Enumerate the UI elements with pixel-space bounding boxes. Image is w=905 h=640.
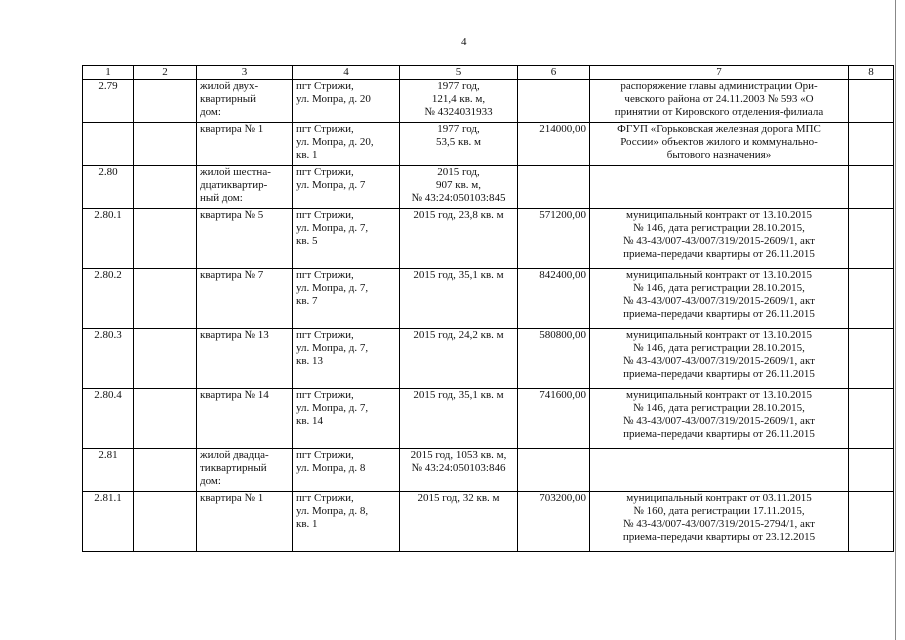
- table-row: [83, 389, 894, 449]
- ownership-basis-line: принятии от Кировского отделения-филиала: [614, 106, 824, 118]
- object-details: [400, 329, 518, 389]
- object-name-line: дцатиквартир-: [200, 179, 268, 191]
- object-name: [197, 492, 293, 552]
- object-address: [293, 492, 400, 552]
- ownership-basis-line: приема-передачи квартиры от 23.12.2015: [622, 531, 816, 543]
- table-row: [83, 492, 894, 552]
- ownership-basis-line: № 43-43/007-43/007/319/2015-2609/1, акт: [623, 355, 815, 367]
- ownership-basis-line: № 43-43/007-43/007/319/2015-2794/1, акт: [623, 518, 815, 530]
- row-number: 2.80.2: [83, 269, 134, 329]
- column-2-cell: [134, 80, 197, 123]
- ownership-basis-line: муниципальный контракт от 13.10.2015: [626, 329, 812, 341]
- table-row: [83, 166, 894, 209]
- object-address: [293, 123, 400, 166]
- object-name: [197, 329, 293, 389]
- object-value: 703200,00: [518, 492, 590, 552]
- header-row: [83, 66, 894, 80]
- object-address-line: пгт Стрижи,: [296, 80, 354, 92]
- object-address-line: ул. Мопра, д. 7,: [296, 342, 369, 354]
- object-name-line: квартира № 7: [200, 269, 264, 281]
- object-details: [400, 209, 518, 269]
- row-number: [83, 123, 134, 166]
- ownership-basis-line: № 43-43/007-43/007/319/2015-2609/1, акт: [623, 415, 815, 427]
- object-details-line: № 43:24:050103:846: [411, 462, 506, 474]
- object-address-line: ул. Мопра, д. 7,: [296, 402, 369, 414]
- object-value: 214000,00: [518, 123, 590, 166]
- header-cell: 1: [83, 66, 134, 80]
- object-details-line: 1977 год,: [437, 123, 480, 135]
- object-name: [197, 166, 293, 209]
- header-cell: 8: [849, 66, 894, 80]
- ownership-basis-line: № 43-43/007-43/007/319/2015-2609/1, акт: [623, 235, 815, 247]
- ownership-basis-line: муниципальный контракт от 13.10.2015: [626, 269, 812, 281]
- object-value: 580800,00: [518, 329, 590, 389]
- row-number: 2.80.4: [83, 389, 134, 449]
- object-details-line: 121,4 кв. м,: [431, 93, 486, 105]
- object-name-line: квартира № 1: [200, 492, 264, 504]
- table-row: [83, 209, 894, 269]
- object-address-line: ул. Мопра, д. 20,: [296, 136, 374, 148]
- object-name-line: тиквартирный: [200, 462, 267, 474]
- table-row: [83, 80, 894, 123]
- object-details-line: 2015 год, 35,1 кв. м: [413, 389, 504, 401]
- object-address-line: ул. Мопра, д. 7,: [296, 222, 369, 234]
- object-details: [400, 389, 518, 449]
- table-body: [83, 80, 894, 552]
- ownership-basis: [590, 329, 849, 389]
- column-2-cell: [134, 449, 197, 492]
- column-8-cell: [849, 80, 894, 123]
- object-details: [400, 123, 518, 166]
- ownership-basis-line: приема-передачи квартиры от 26.11.2015: [623, 248, 815, 260]
- object-address-line: ул. Мопра, д. 8,: [296, 505, 369, 517]
- ownership-basis-line: распоряжение главы администрации Ори-: [620, 80, 818, 92]
- object-name-line: жилой двух-: [200, 80, 259, 92]
- ownership-basis-line: России» объектов жилого и коммунально-: [620, 136, 818, 148]
- object-name-line: квартира № 14: [200, 389, 269, 401]
- object-name-line: ный дом:: [200, 192, 243, 204]
- row-number: 2.80.1: [83, 209, 134, 269]
- property-register-table: [82, 65, 894, 552]
- header-cell: 3: [197, 66, 293, 80]
- row-number: 2.80: [83, 166, 134, 209]
- column-2-cell: [134, 123, 197, 166]
- object-details: [400, 492, 518, 552]
- row-number: 2.81.1: [83, 492, 134, 552]
- object-name: [197, 269, 293, 329]
- column-8-cell: [849, 449, 894, 492]
- ownership-basis-line: ФГУП «Горьковская железная дорога МПС: [617, 123, 821, 135]
- ownership-basis: [590, 209, 849, 269]
- object-details-line: 1977 год,: [437, 80, 480, 92]
- object-name-line: жилой двадца-: [200, 449, 269, 461]
- header-cell: 6: [518, 66, 590, 80]
- column-2-cell: [134, 166, 197, 209]
- object-name: [197, 123, 293, 166]
- column-8-cell: [849, 123, 894, 166]
- table-row: [83, 329, 894, 389]
- object-details-line: 2015 год, 23,8 кв. м: [413, 209, 504, 221]
- object-details-line: 907 кв. м,: [436, 179, 481, 191]
- ownership-basis-line: № 146, дата регистрации 28.10.2015,: [633, 222, 805, 234]
- object-details-line: 53,5 кв. м: [436, 136, 481, 148]
- object-value: [518, 80, 590, 123]
- header-cell: 2: [134, 66, 197, 80]
- column-8-cell: [849, 269, 894, 329]
- object-name-line: квартира № 1: [200, 123, 264, 135]
- object-name: [197, 80, 293, 123]
- object-details-line: № 43:24:050103:845: [411, 192, 506, 204]
- column-8-cell: [849, 389, 894, 449]
- object-address-line: ул. Мопра, д. 7: [296, 179, 366, 191]
- object-name-line: квартирный: [200, 93, 256, 105]
- object-address: [293, 389, 400, 449]
- object-address-line: пгт Стрижи,: [296, 209, 354, 221]
- ownership-basis-line: № 146, дата регистрации 28.10.2015,: [633, 282, 805, 294]
- object-address-line: пгт Стрижи,: [296, 269, 354, 281]
- column-2-cell: [134, 389, 197, 449]
- object-details-line: 2015 год, 1053 кв. м,: [410, 449, 507, 461]
- table-row: [83, 449, 894, 492]
- ownership-basis: [590, 80, 849, 123]
- object-address-line: ул. Мопра, д. 20: [296, 93, 371, 105]
- object-name-line: дом:: [200, 106, 221, 118]
- object-address-line: пгт Стрижи,: [296, 166, 354, 178]
- ownership-basis-line: чевского района от 24.11.2003 № 593 «О: [624, 93, 814, 105]
- column-8-cell: [849, 209, 894, 269]
- object-address-line: кв. 5: [296, 235, 318, 247]
- object-address-line: пгт Стрижи,: [296, 389, 354, 401]
- ownership-basis: [590, 269, 849, 329]
- object-address-line: ул. Мопра, д. 8: [296, 462, 366, 474]
- ownership-basis-line: № 43-43/007-43/007/319/2015-2609/1, акт: [623, 295, 815, 307]
- object-details: [400, 449, 518, 492]
- object-value: 741600,00: [518, 389, 590, 449]
- object-value: [518, 166, 590, 209]
- object-address-line: кв. 14: [296, 415, 324, 427]
- table-row: [83, 123, 894, 166]
- row-number: 2.79: [83, 80, 134, 123]
- object-address-line: кв. 1: [296, 149, 318, 161]
- object-value: [518, 449, 590, 492]
- object-name-line: жилой шестна-: [200, 166, 271, 178]
- page-number: 4: [461, 36, 467, 48]
- object-address: [293, 329, 400, 389]
- ownership-basis-line: № 160, дата регистрации 17.11.2015,: [633, 505, 805, 517]
- ownership-basis-line: приема-передачи квартиры от 26.11.2015: [623, 368, 815, 380]
- column-2-cell: [134, 269, 197, 329]
- object-value: 842400,00: [518, 269, 590, 329]
- object-address-line: ул. Мопра, д. 7,: [296, 282, 369, 294]
- row-number: 2.80.3: [83, 329, 134, 389]
- ownership-basis: [590, 166, 849, 209]
- table-row: [83, 269, 894, 329]
- ownership-basis: [590, 123, 849, 166]
- object-address: [293, 269, 400, 329]
- ownership-basis-line: муниципальный контракт от 13.10.2015: [626, 209, 812, 221]
- ownership-basis: [590, 389, 849, 449]
- object-address: [293, 80, 400, 123]
- column-2-cell: [134, 209, 197, 269]
- object-details: [400, 80, 518, 123]
- ownership-basis-line: № 146, дата регистрации 28.10.2015,: [633, 342, 805, 354]
- object-address-line: пгт Стрижи,: [296, 329, 354, 341]
- ownership-basis-line: муниципальный контракт от 03.11.2015: [626, 492, 812, 504]
- object-details-line: 2015 год, 32 кв. м: [417, 492, 500, 504]
- ownership-basis: [590, 449, 849, 492]
- column-8-cell: [849, 492, 894, 552]
- object-details-line: 2015 год, 35,1 кв. м: [413, 269, 504, 281]
- ownership-basis-line: муниципальный контракт от 13.10.2015: [626, 389, 812, 401]
- header-cell: 7: [590, 66, 849, 80]
- scan-edge-line: [895, 0, 896, 640]
- column-8-cell: [849, 166, 894, 209]
- object-details: [400, 269, 518, 329]
- object-name: [197, 449, 293, 492]
- object-details-line: 2015 год,: [437, 166, 480, 178]
- object-value: 571200,00: [518, 209, 590, 269]
- object-details: [400, 166, 518, 209]
- object-name: [197, 389, 293, 449]
- column-2-cell: [134, 492, 197, 552]
- ownership-basis: [590, 492, 849, 552]
- object-address-line: пгт Стрижи,: [296, 492, 354, 504]
- row-number: 2.81: [83, 449, 134, 492]
- object-details-line: 2015 год, 24,2 кв. м: [413, 329, 504, 341]
- object-address-line: кв. 1: [296, 518, 318, 530]
- ownership-basis-line: бытового назначения»: [666, 149, 772, 161]
- object-name: [197, 209, 293, 269]
- ownership-basis-line: приема-передачи квартиры от 26.11.2015: [623, 308, 815, 320]
- column-8-cell: [849, 329, 894, 389]
- object-name-line: квартира № 13: [200, 329, 269, 341]
- object-name-line: квартира № 5: [200, 209, 264, 221]
- ownership-basis-line: приема-передачи квартиры от 26.11.2015: [623, 428, 815, 440]
- object-address-line: пгт Стрижи,: [296, 449, 354, 461]
- object-address: [293, 449, 400, 492]
- object-name-line: дом:: [200, 475, 221, 487]
- object-address: [293, 209, 400, 269]
- header-cell: 4: [293, 66, 400, 80]
- object-address-line: кв. 13: [296, 355, 324, 367]
- header-cell: 5: [400, 66, 518, 80]
- object-details-line: № 4324031933: [424, 106, 493, 118]
- column-2-cell: [134, 329, 197, 389]
- ownership-basis-line: № 146, дата регистрации 28.10.2015,: [633, 402, 805, 414]
- object-address-line: пгт Стрижи,: [296, 123, 354, 135]
- object-address: [293, 166, 400, 209]
- object-address-line: кв. 7: [296, 295, 318, 307]
